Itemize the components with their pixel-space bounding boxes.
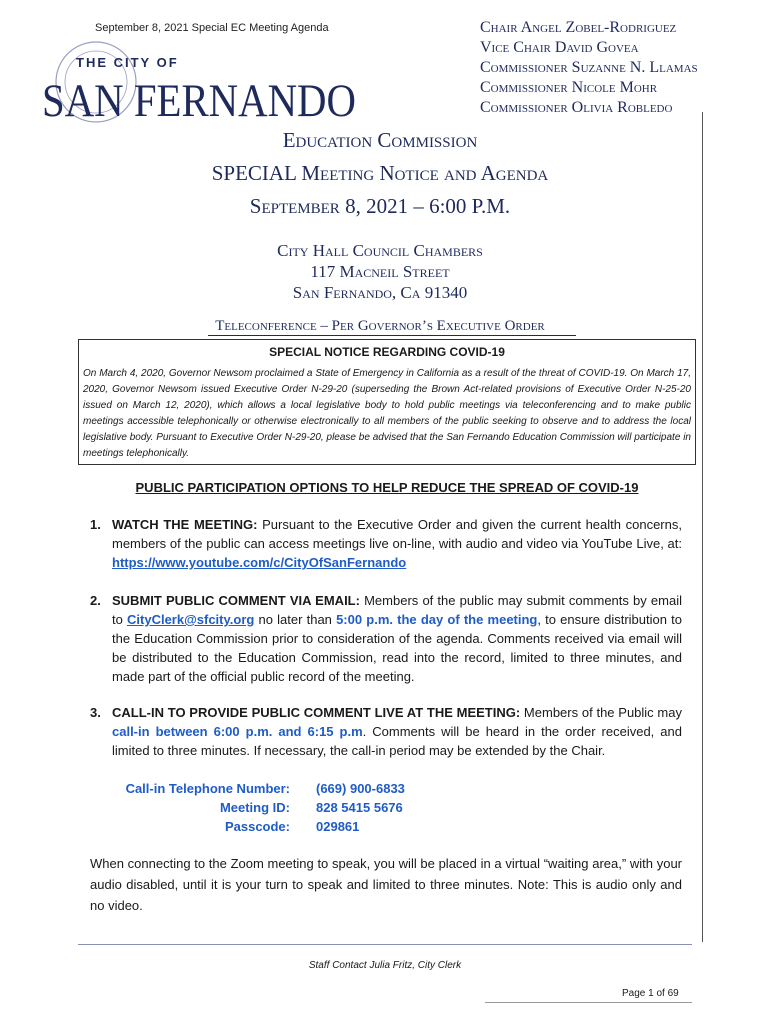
item-number: 1. [90,517,101,532]
meeting-date: September 8, 2021 – 6:00 P.M. [249,194,511,218]
commissioner-chair: Chair Angel Zobel-Rodriguez [480,19,677,36]
teleconference-heading: Teleconference – Per Governor’s Executive Order [215,318,545,334]
commissioner-list [480,18,698,118]
logo-text-top: THE CITY OF [76,55,179,70]
city-logo [40,38,360,130]
covid-notice-body: On March 4, 2020, Governor Newsom proclaimed a State of Emergency in California as a result of the threat of COVID-19. On March 17, 2020, Governor Newsom issued Executive Order N-29-20 (superseding the Brown Act-related provisions of Executive Order N-25-20 issued on March 12, 2020), which allows a local legislative body to hold public meetings via teleconferencing and to make public meetings accessible telephonically or otherwise electronically to all members of the public seeking to observe and to address the local legislative body. Pursuant to Executive Order N-29-20, please be advised that the San Fernando Education Commission will participate in meetings telephonically. [83,368,691,459]
item-text: Members of the Public may [520,705,682,720]
zoom-note: When connecting to the Zoom meeting to speak, you will be placed in a virtual “waiting area,” with your audio disabled, until it is your turn to speak and limited to three minutes. Note: This is audio only and no video. [90,856,682,913]
meeting-venue [60,240,700,303]
item-text: . Comments will be heard in the order received, and limited to three minutes. If necessary, the call-in period may be extended by the Chair. [112,724,682,758]
venue-line-1: City Hall Council Chambers [277,241,483,260]
youtube-link[interactable]: https://www.youtube.com/c/CityOfSanFernando [112,555,407,570]
teleconference-underline [208,335,576,336]
item-text: Members of the public may submit comments by email to [112,593,682,627]
footer-divider [78,944,692,945]
logo-text-main: SAN FERNANDO [42,75,356,127]
meeting-id-value: 828 5415 5676 [316,800,403,815]
phone-label: Call-in Telephone Number: [125,781,290,796]
participation-heading: PUBLIC PARTICIPATION OPTIONS TO HELP REDUCE THE SPREAD OF COVID-19 [135,480,639,495]
commissioner-vice-chair: Vice Chair David Govea [480,39,639,56]
notice-title: SPECIAL Meeting Notice and Agenda [211,161,549,185]
passcode-label: Passcode: [224,819,290,834]
venue-line-3: San Fernando, Ca 91340 [292,283,468,302]
page-number: Page 1 of 69 [622,988,679,999]
callin-window: call-in between 6:00 p.m. and 6:15 p.m [112,724,363,739]
commissioner-llamas: Commissioner Suzanne N. Llamas [480,59,698,76]
item-text: Pursuant to the Executive Order and given the current health concerns, members of the public can access meetings live on-line, with audio and video via YouTube Live, at: [112,517,682,551]
venue-line-2: 117 Macneil Street [310,262,450,281]
commissioner-mohr: Commissioner Nicole Mohr [480,79,658,96]
clerk-email-link[interactable]: CityClerk@sfcity.org [127,612,255,627]
document-header-reference: September 8, 2021 Special EC Meeting Agenda [95,22,329,34]
commissioner-robledo: Commissioner Olivia Robledo [480,99,673,116]
page-number-rule [485,1002,692,1003]
covid-notice-box [78,339,696,465]
participation-item-watch [90,515,682,572]
commission-title: Education Commission [282,128,478,152]
item-lead: CALL-IN TO PROVIDE PUBLIC COMMENT LIVE AT THE MEETING: [112,705,521,720]
email-deadline: 5:00 p.m. the day of the meeting [336,612,538,627]
item-text: no later than [254,612,337,627]
phone-value: (669) 900-6833 [316,781,405,796]
meeting-id-label: Meeting ID: [219,800,290,815]
item-number: 3. [90,705,101,720]
item-lead: SUBMIT PUBLIC COMMENT VIA EMAIL: [112,593,360,608]
item-lead: WATCH THE MEETING: [112,517,258,532]
participation-item-email [90,591,682,686]
staff-contact: Staff Contact Julia Fritz, City Clerk [308,960,462,971]
item-number: 2. [90,593,101,608]
participation-item-callin [90,703,682,760]
page-frame-rule [702,112,703,942]
passcode-value: 029861 [316,819,360,834]
item-text: , to ensure distribution to the Education Commission prior to consideration of the agenda. Comments received via email will be distributed to the Education Commission, read into the record, limited to three minutes, and made part of the official public record of the meeting. [112,612,682,684]
covid-notice-heading: SPECIAL NOTICE REGARDING COVID-19 [269,345,505,359]
